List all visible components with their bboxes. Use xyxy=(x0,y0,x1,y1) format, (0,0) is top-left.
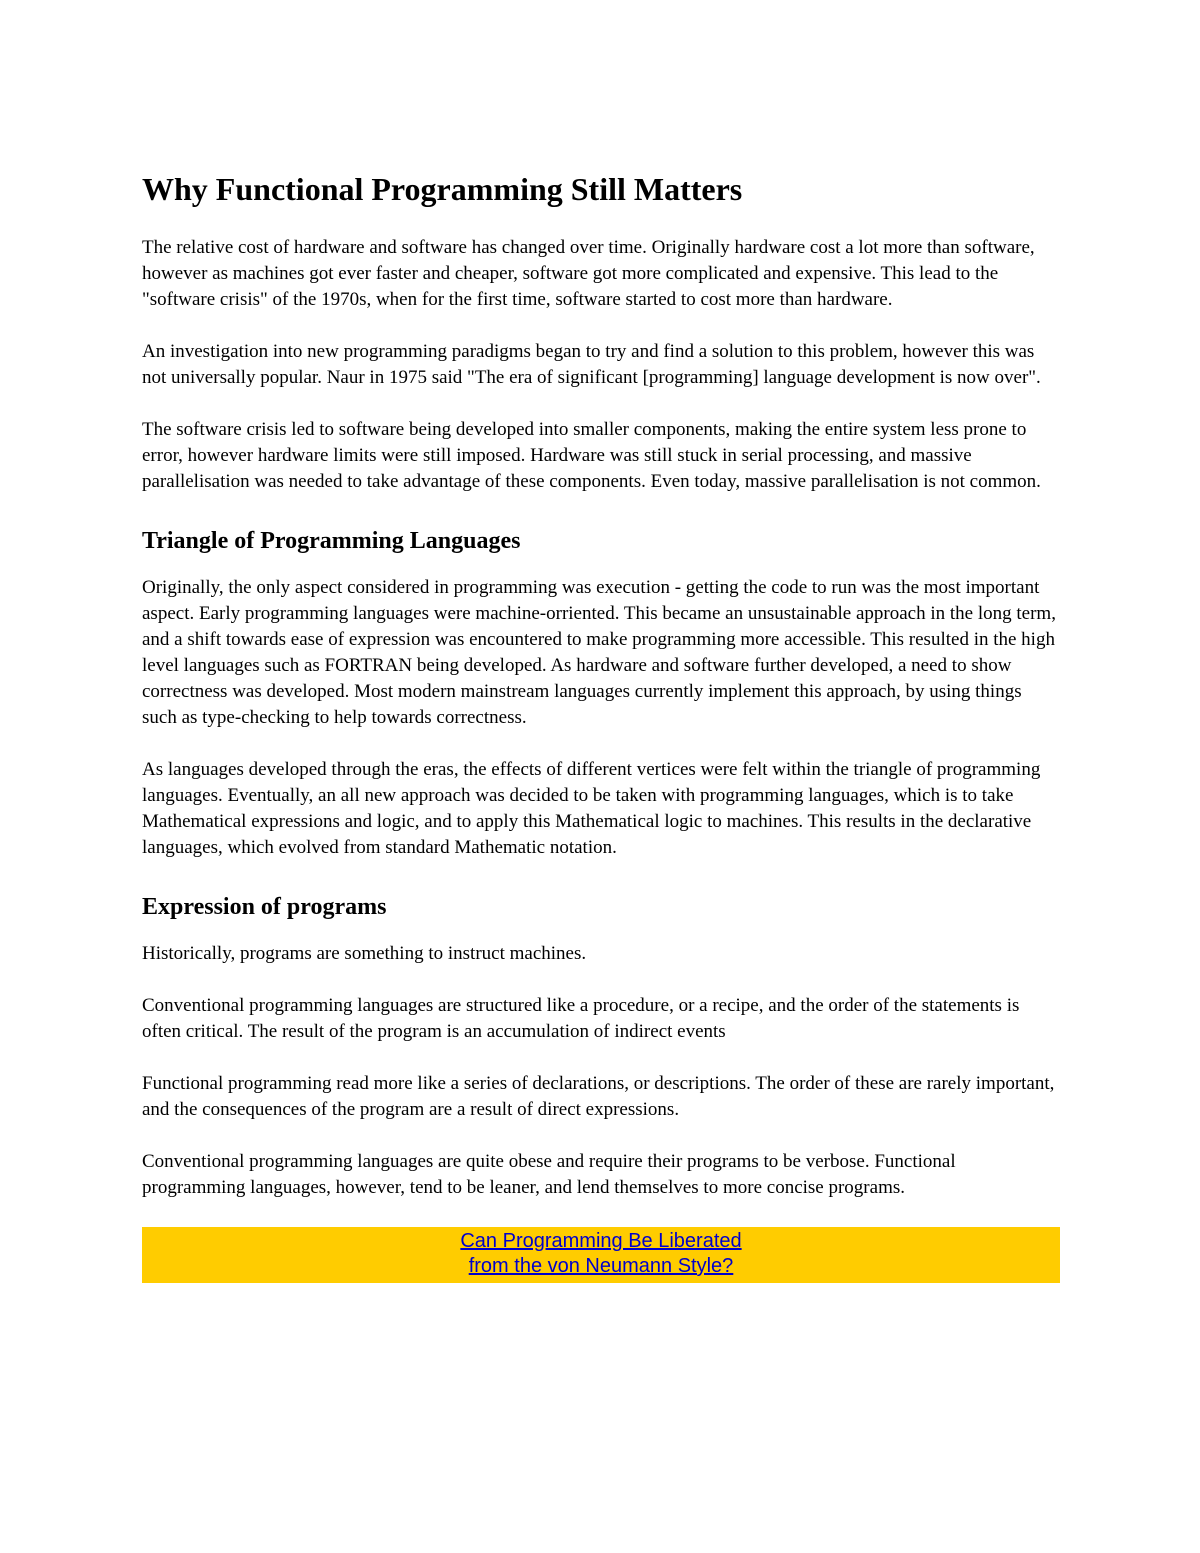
triangle-paragraph-2: As languages developed through the eras, the effects of different vertices were felt within the triangle of programming languages. Eventually, an all new approach was decided to be taken with programming languages, which is to take Mathematical expressions and logic, and to apply this Mathematical logic to machines. This results in the declarative languages, which evolved from standard Mathematic notation. xyxy=(142,759,1041,858)
expression-paragraph-3: Functional programming read more like a series of declarations, or descriptions. The order of these are rarely important, and the consequences of the program are a result of direct expressions. xyxy=(142,1073,1055,1120)
expression-paragraph-2: Conventional programming languages are structured like a procedure, or a recipe, and the order of the statements is often critical. The result of the program is an accumulation of indirect events xyxy=(142,995,1020,1042)
section-heading-triangle: Triangle of Programming Languages xyxy=(142,528,521,554)
page-title: Why Functional Programming Still Matters xyxy=(142,171,743,207)
triangle-paragraph-1: Originally, the only aspect considered in programming was execution - getting the code to run was the most important aspect. Early programming languages were machine-orriented. This became an unsustainable approach in the long term, and a shift towards ease of expression was encountered to make programming more accessible. This resulted in the high level languages such as FORTRAN being developed. As hardware and software further developed, a need to show correctness was developed. Most modern mainstream languages currently implement this approach, by using things such as type-checking to help towards correctness. xyxy=(142,577,1056,728)
section-heading-expression: Expression of programs xyxy=(142,894,387,920)
expression-paragraph-1: Historically, programs are something to instruct machines. xyxy=(142,943,587,964)
intro-paragraph-3: The software crisis led to software being developed into smaller components, making the entire system less prone to error, however hardware limits were still imposed. Hardware was still stuck in serial processing, and massive parallelisation was needed to take advantage of these components. Even today, massive parallelisation is not common. xyxy=(142,419,1041,492)
intro-paragraph-2: An investigation into new programming paradigms began to try and find a solution to this problem, however this was not universally popular. Naur in 1975 said "The era of significant [programming] language development is now over". xyxy=(142,341,1041,388)
expression-paragraph-4: Conventional programming languages are quite obese and require their programs to be verbose. Functional programming languages, however, tend to be leaner, and lend themselves to more concise programs. xyxy=(142,1151,956,1198)
liberated-programming-link-line-1[interactable]: Can Programming Be Liberated xyxy=(460,1230,742,1252)
liberated-programming-link-line-2[interactable]: from the von Neumann Style? xyxy=(468,1255,734,1277)
document-page xyxy=(142,165,1060,1283)
highlighted-link-box xyxy=(142,1227,1060,1283)
intro-paragraph-1: The relative cost of hardware and software has changed over time. Originally hardware cost a lot more than software, however as machines got ever faster and cheaper, software got more complicated and expensive. This lead to the "software crisis" of the 1970s, when for the first time, software started to cost more than hardware. xyxy=(142,237,1035,310)
